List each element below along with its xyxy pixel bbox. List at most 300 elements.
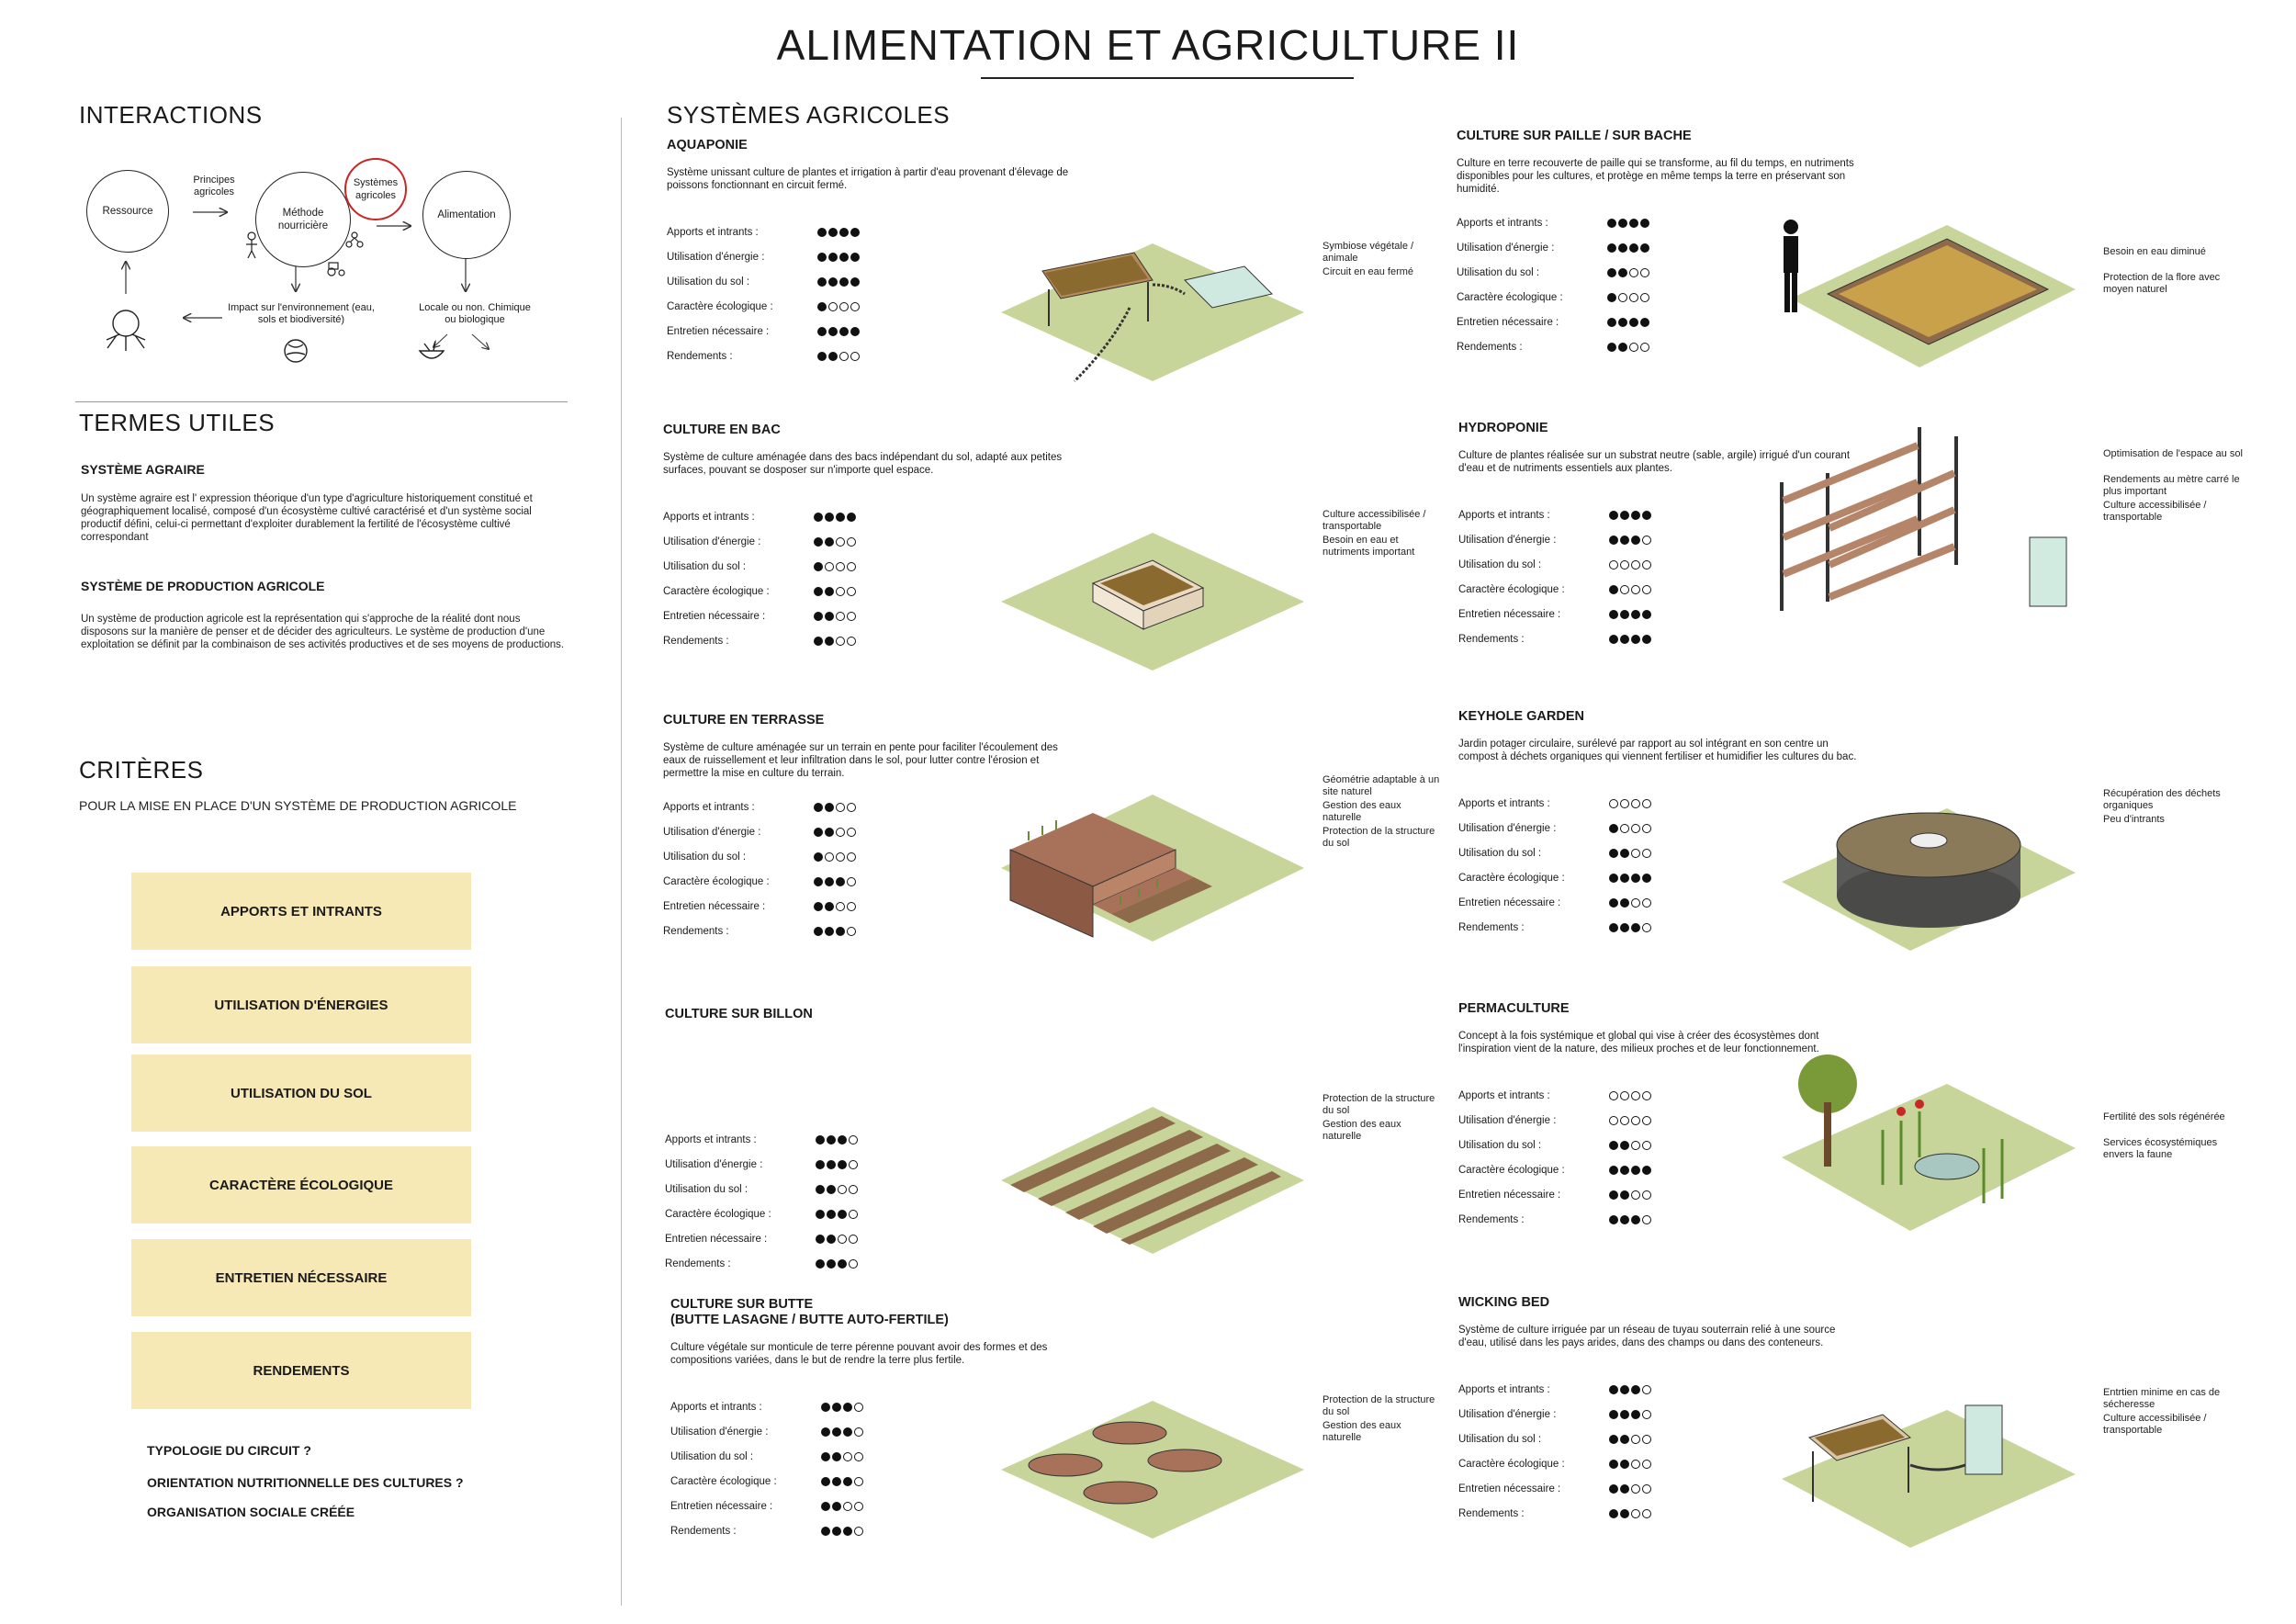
- rating-dot-filled: [843, 1403, 852, 1412]
- rating-dot-filled: [817, 302, 827, 311]
- rating-label: Entretien nécessaire :: [663, 900, 766, 912]
- rating-dot-empty: [836, 828, 845, 837]
- rating-dot-filled: [828, 253, 838, 262]
- rating-dot-empty: [1642, 1509, 1651, 1518]
- rating-label: Rendements :: [665, 1257, 731, 1269]
- rating-dot-empty: [849, 1235, 858, 1244]
- rating-dot-filled: [814, 587, 823, 596]
- system-title: HYDROPONIE: [1458, 421, 1548, 435]
- rating-dot-filled: [1609, 1215, 1618, 1224]
- rating-dot-filled: [821, 1477, 830, 1486]
- rating-dot-filled: [816, 1160, 825, 1169]
- rating-dot-filled: [1620, 1460, 1629, 1469]
- rating-dot-empty: [1642, 799, 1651, 808]
- rating-dot-filled: [838, 1210, 847, 1219]
- rating-dot-empty: [1620, 585, 1629, 594]
- rating-dot-filled: [1620, 874, 1629, 883]
- rating-dot-filled: [1629, 243, 1638, 253]
- rating-label: Apports et intrants :: [1458, 1089, 1550, 1101]
- rating-dot-empty: [1631, 849, 1640, 858]
- term-title: SYSTÈME DE PRODUCTION AGRICOLE: [81, 579, 325, 593]
- rating-label: Caractère écologique :: [667, 300, 773, 312]
- rating-dot-empty: [1620, 799, 1629, 808]
- rating-dot-filled: [827, 1160, 836, 1169]
- rating-dot-empty: [854, 1427, 863, 1437]
- rating-dot-empty: [1642, 1215, 1651, 1224]
- rating-dot-filled: [1620, 1141, 1629, 1150]
- system-title: CULTURE SUR PAILLE / SUR BACHE: [1457, 129, 1692, 143]
- rating-dot-filled: [821, 1427, 830, 1437]
- billon-illustration: [1001, 1098, 1304, 1263]
- rating-dot-filled: [1631, 511, 1640, 520]
- rating-dot-filled: [814, 877, 823, 886]
- rating-dot-filled: [827, 1259, 836, 1269]
- rating-label: Rendements :: [1457, 341, 1523, 353]
- rating-label: Caractère écologique :: [1458, 583, 1565, 595]
- rating-label: Caractère écologique :: [663, 585, 770, 597]
- rating-label: Rendements :: [1458, 1507, 1525, 1519]
- rating-dot-filled: [1620, 1410, 1629, 1419]
- rating-dot-filled: [1629, 318, 1638, 327]
- termes-heading: TERMES UTILES: [79, 409, 276, 436]
- rating-dot-empty: [825, 852, 834, 862]
- rating-dot-filled: [1618, 219, 1627, 228]
- system-description: Culture de plantes réalisée sur un substrat neutre (sable, argile) irrigué d'un courant d'eau et de nutriments essentiels aux plantes.: [1458, 450, 1851, 474]
- rating-dot-empty: [1631, 824, 1640, 833]
- rating-dot-empty: [1642, 1116, 1651, 1125]
- rating-label: Utilisation du sol :: [663, 851, 747, 863]
- rating-dot-empty: [1642, 585, 1651, 594]
- label-impact: Impact sur l'environnement (eau, sols et biodiversité): [228, 302, 375, 325]
- term-text: Un système agraire est l' expression théorique d'un type d'agriculture historiquement constitué et géographiquement localisé, composé d'un écosystème cultivé caractérisé et d'un système social productif défini, celui-ci permettant d'exploiter durablement la fertilité de l'écosystème cultivé correspondant: [81, 493, 533, 543]
- rating-dot-filled: [827, 1210, 836, 1219]
- rating-dot-filled: [817, 228, 827, 237]
- rating-dot-empty: [1631, 560, 1640, 570]
- rating-label: Rendements :: [1458, 921, 1525, 933]
- system-description: Système de culture irriguée par un réseau de tuyau souterrain relié à une source d'eau, utilisé dans les pays arides, dans des champs ou dans des conteneurs.: [1458, 1325, 1836, 1348]
- rating-dot-empty: [847, 612, 856, 621]
- rating-dot-empty: [854, 1477, 863, 1486]
- system-description: Système de culture aménagée dans des bacs indépendant du sol, adapté aux petites surfaces, pouvant se dosposer sur n'importe quel espace.: [663, 452, 1063, 476]
- rating-dot-filled: [816, 1185, 825, 1194]
- rating-dot-filled: [821, 1452, 830, 1461]
- rating-dot-empty: [1631, 1141, 1640, 1150]
- rating-dot-empty: [1620, 1116, 1629, 1125]
- farmer-icon: [246, 232, 257, 258]
- rating-dot-empty: [847, 927, 856, 936]
- rating-dot-filled: [832, 1403, 841, 1412]
- node-ressource: Ressource: [86, 170, 169, 253]
- rating-dot-filled: [1620, 849, 1629, 858]
- rating-dot-empty: [849, 1160, 858, 1169]
- rating-dot-empty: [1642, 1091, 1651, 1100]
- rating-dot-empty: [1642, 536, 1651, 545]
- rating-dot-filled: [832, 1427, 841, 1437]
- rating-row: [663, 504, 1067, 529]
- system-title: PERMACULTURE: [1458, 1001, 1570, 1016]
- criteres-subtitle: POUR LA MISE EN PLACE D'UN SYSTÈME DE PRODUCTION AGRICOLE: [79, 798, 517, 813]
- rating-dot-filled: [816, 1210, 825, 1219]
- rating-dot-filled: [832, 1477, 841, 1486]
- rating-dot-empty: [849, 1210, 858, 1219]
- rating-label: Utilisation d'énergie :: [1458, 1114, 1557, 1126]
- rating-dot-filled: [1609, 1509, 1618, 1518]
- rating-label: Rendements :: [1458, 633, 1525, 645]
- rating-dot-filled: [1631, 1215, 1640, 1224]
- rating-dot-filled: [1609, 1484, 1618, 1494]
- rating-dot-filled: [1607, 219, 1616, 228]
- rating-dot-filled: [814, 828, 823, 837]
- rating-dot-filled: [821, 1527, 830, 1536]
- rating-dot-filled: [1609, 849, 1618, 858]
- permaculture-illustration: [1773, 1047, 2085, 1249]
- rating-label: Rendements :: [670, 1525, 737, 1537]
- rating-dot-empty: [1629, 343, 1638, 352]
- rating-dot-filled: [816, 1135, 825, 1145]
- rating-dot-empty: [1642, 1484, 1651, 1494]
- rating-dot-filled: [839, 228, 849, 237]
- rating-dot-filled: [814, 902, 823, 911]
- rating-dot-filled: [817, 253, 827, 262]
- annotation-label: Services écosystémiques envers la faune: [2103, 1137, 2218, 1160]
- rating-dot-empty: [836, 562, 845, 571]
- rating-dot-filled: [814, 852, 823, 862]
- rating-dot-empty: [849, 1259, 858, 1269]
- rating-dot-empty: [836, 852, 845, 862]
- rating-dot-filled: [836, 513, 845, 522]
- rating-label: Rendements :: [663, 635, 729, 647]
- rating-dot-filled: [836, 877, 845, 886]
- rating-dot-filled: [1609, 585, 1618, 594]
- rating-dot-filled: [1607, 318, 1616, 327]
- rating-dot-filled: [825, 537, 834, 547]
- rating-label: Entretien nécessaire :: [1458, 1189, 1561, 1201]
- rating-dot-empty: [1640, 268, 1649, 277]
- rating-dot-filled: [1620, 1435, 1629, 1444]
- rating-label: Utilisation d'énergie :: [663, 536, 761, 547]
- rating-dot-filled: [1629, 219, 1638, 228]
- system-title: AQUAPONIE: [667, 138, 748, 152]
- rating-dot-empty: [1642, 560, 1651, 570]
- rating-dot-empty: [1609, 1116, 1618, 1125]
- rating-dot-filled: [828, 352, 838, 361]
- rating-label: Entretien nécessaire :: [665, 1233, 768, 1245]
- rating-dot-filled: [827, 1185, 836, 1194]
- rating-dot-filled: [839, 327, 849, 336]
- rating-dot-empty: [847, 852, 856, 862]
- rating-label: Apports et intrants :: [1458, 509, 1550, 521]
- criterion-box: UTILISATION DU SOL: [131, 1054, 471, 1132]
- rating-dot-filled: [1620, 1484, 1629, 1494]
- rating-label: Utilisation du sol :: [1458, 1433, 1542, 1445]
- rating-label: Rendements :: [1458, 1213, 1525, 1225]
- rating-dot-empty: [854, 1452, 863, 1461]
- rating-label: Utilisation du sol :: [663, 560, 747, 572]
- system-title: CULTURE EN TERRASSE: [663, 713, 825, 727]
- rating-dot-filled: [1609, 1460, 1618, 1469]
- rating-dot-filled: [1631, 923, 1640, 932]
- annotation-label: Géométrie adaptable à un site naturel: [1322, 774, 1440, 797]
- rating-label: Rendements :: [667, 350, 733, 362]
- rating-dot-empty: [836, 537, 845, 547]
- rating-dot-empty: [828, 302, 838, 311]
- rating-dot-filled: [1620, 1166, 1629, 1175]
- rating-dot-empty: [1642, 824, 1651, 833]
- rating-dot-filled: [1609, 1141, 1618, 1150]
- rating-label: Utilisation du sol :: [670, 1450, 754, 1462]
- rating-dot-filled: [1609, 898, 1618, 908]
- rating-dot-filled: [1642, 635, 1651, 644]
- rating-label: Utilisation d'énergie :: [1458, 1408, 1557, 1420]
- rating-dot-filled: [1642, 874, 1651, 883]
- person-icon: [1784, 220, 1798, 312]
- tractor-icon: [328, 263, 344, 276]
- criterion-box: CARACTÈRE ÉCOLOGIQUE: [131, 1146, 471, 1224]
- rating-row: [667, 220, 1071, 244]
- rating-dot-filled: [827, 1235, 836, 1244]
- rating-dot-filled: [828, 228, 838, 237]
- system-description: Culture en terre recouverte de paille qui se transforme, au fil du temps, en nutriments disponibles pour les cultures, et protège en même temps la terre en préservant son humidité.: [1457, 158, 1854, 195]
- annotation-label: Culture accessibilisée / transportable: [2103, 1413, 2207, 1436]
- rating-dot-filled: [1620, 1385, 1629, 1394]
- rating-dot-filled: [1642, 1166, 1651, 1175]
- rating-dot-filled: [1620, 898, 1629, 908]
- rating-dot-filled: [850, 253, 860, 262]
- rating-dot-filled: [1609, 511, 1618, 520]
- rating-dot-empty: [825, 562, 834, 571]
- annotation-label: Besoin en eau et nutriments important: [1322, 535, 1415, 558]
- rating-label: Rendements :: [663, 925, 729, 937]
- rating-dot-empty: [1631, 1435, 1640, 1444]
- system-title: KEYHOLE GARDEN: [1458, 709, 1584, 724]
- rating-dot-empty: [850, 352, 860, 361]
- annotation-label: Protection de la structure du sol: [1322, 1394, 1435, 1417]
- rating-dot-empty: [1620, 1091, 1629, 1100]
- rating-label: Caractère écologique :: [1458, 1458, 1565, 1470]
- rating-dot-empty: [1640, 343, 1649, 352]
- rating-dot-filled: [838, 1160, 847, 1169]
- rating-dot-empty: [838, 1235, 847, 1244]
- rating-dot-empty: [847, 562, 856, 571]
- rating-dot-empty: [838, 1185, 847, 1194]
- rating-label: Apports et intrants :: [663, 511, 755, 523]
- rating-label: Apports et intrants :: [1458, 797, 1550, 809]
- rating-dot-filled: [825, 513, 834, 522]
- rating-dot-empty: [836, 612, 845, 621]
- rating-label: Entretien nécessaire :: [1458, 1483, 1561, 1494]
- rating-dot-filled: [1631, 635, 1640, 644]
- rating-dot-filled: [839, 253, 849, 262]
- rating-dot-empty: [1631, 1460, 1640, 1469]
- rating-dot-filled: [1640, 219, 1649, 228]
- rating-label: Utilisation du sol :: [1458, 558, 1542, 570]
- rating-dot-filled: [850, 327, 860, 336]
- rating-label: Entretien nécessaire :: [1457, 316, 1559, 328]
- rating-dot-filled: [821, 1502, 830, 1511]
- interactions-heading: INTERACTIONS: [79, 101, 263, 129]
- rating-dot-filled: [817, 327, 827, 336]
- rating-dot-empty: [1620, 560, 1629, 570]
- rating-row: [1458, 1377, 1863, 1402]
- rating-label: Apports et intrants :: [665, 1133, 757, 1145]
- rating-label: Entretien nécessaire :: [667, 325, 770, 337]
- term-text: Un système de production agricole est la représentation qui s'approche de la réalité dont nous disposons sur la manière de penser et de décider des agriculteurs. Le système de production d'une exploitation se définit par la combinaison de ses activités productives et de ses moyens de productions.: [81, 614, 565, 650]
- rating-dot-filled: [1609, 1410, 1618, 1419]
- rating-dot-empty: [843, 1502, 852, 1511]
- bowl-icon: [420, 342, 444, 358]
- rating-dot-empty: [1640, 293, 1649, 302]
- rating-dot-empty: [1642, 1460, 1651, 1469]
- rating-label: Caractère écologique :: [1457, 291, 1563, 303]
- rating-dot-filled: [1642, 610, 1651, 619]
- rating-dot-filled: [821, 1403, 830, 1412]
- rating-label: Caractère écologique :: [665, 1208, 771, 1220]
- rating-dot-filled: [1620, 610, 1629, 619]
- criterion-box: UTILISATION D'ÉNERGIES: [131, 966, 471, 1043]
- rating-dot-filled: [825, 587, 834, 596]
- node-methode: Méthode nourricière: [255, 172, 351, 267]
- rating-dot-empty: [854, 1527, 863, 1536]
- rating-dot-empty: [1631, 799, 1640, 808]
- rating-dot-filled: [814, 562, 823, 571]
- rating-dot-filled: [843, 1427, 852, 1437]
- rating-label: Caractère écologique :: [670, 1475, 777, 1487]
- rating-label: Utilisation du sol :: [667, 276, 750, 288]
- rating-dot-filled: [1631, 1385, 1640, 1394]
- rating-dot-empty: [1609, 1091, 1618, 1100]
- systemes-heading: SYSTÈMES AGRICOLES: [667, 101, 951, 129]
- rating-label: Utilisation du sol :: [1457, 266, 1540, 278]
- rating-label: Apports et intrants :: [1457, 217, 1548, 229]
- rating-dot-empty: [1631, 1091, 1640, 1100]
- rating-dot-filled: [825, 803, 834, 812]
- label-locale: Locale ou non. Chimique ou biologique: [419, 302, 531, 325]
- rating-label: Utilisation du sol :: [665, 1183, 748, 1195]
- label-principes: Principes agricoles: [193, 175, 235, 197]
- rating-label: Apports et intrants :: [1458, 1383, 1550, 1395]
- rating-label: Entretien nécessaire :: [670, 1500, 773, 1512]
- system-title: CULTURE SUR BUTTE (BUTTE LASAGNE / BUTTE AUTO-FERTILE): [670, 1297, 949, 1327]
- rating-label: Utilisation d'énergie :: [1458, 822, 1557, 834]
- rating-dot-filled: [1640, 318, 1649, 327]
- rating-label: Entretien nécessaire :: [1458, 897, 1561, 908]
- rating-dot-empty: [847, 537, 856, 547]
- rating-dot-filled: [827, 1135, 836, 1145]
- rating-dot-filled: [832, 1502, 841, 1511]
- keyhole-illustration: [1773, 790, 2085, 955]
- system-description: Culture végétale sur monticule de terre pérenne pouvant avoir des formes et des compositions variées, dans le but de rendre la terre plus fertile.: [670, 1342, 1048, 1366]
- rating-dot-filled: [817, 277, 827, 287]
- criterion-box: RENDEMENTS: [131, 1332, 471, 1409]
- rating-dot-filled: [836, 927, 845, 936]
- rating-dot-filled: [814, 612, 823, 621]
- rating-dot-empty: [1618, 293, 1627, 302]
- rating-dot-filled: [1620, 1509, 1629, 1518]
- rating-dot-empty: [847, 902, 856, 911]
- column-divider: [621, 118, 622, 1606]
- rating-dot-empty: [1642, 1435, 1651, 1444]
- rating-label: Utilisation d'énergie :: [670, 1426, 769, 1438]
- annotation-label: Culture accessibilisée / transportable: [1322, 509, 1426, 532]
- rating-dot-empty: [836, 637, 845, 646]
- rating-dot-empty: [849, 1185, 858, 1194]
- rating-dot-filled: [1607, 343, 1616, 352]
- rating-dot-filled: [1609, 536, 1618, 545]
- rating-dot-empty: [1642, 898, 1651, 908]
- rating-dot-filled: [814, 927, 823, 936]
- rating-dot-filled: [1607, 293, 1616, 302]
- rating-dot-filled: [814, 537, 823, 547]
- globe-icon: [285, 340, 307, 362]
- aquaponie-illustration: [1001, 243, 1304, 390]
- title-underline: [981, 77, 1354, 79]
- butte-illustration: [1001, 1396, 1304, 1543]
- rating-dot-filled: [1609, 635, 1618, 644]
- rating-dot-filled: [838, 1135, 847, 1145]
- rating-label: Entretien nécessaire :: [663, 610, 766, 622]
- rating-label: Utilisation du sol :: [1458, 1139, 1542, 1151]
- molecule-icon: [346, 232, 363, 247]
- rating-dot-filled: [1609, 1385, 1618, 1394]
- rating-dot-filled: [838, 1259, 847, 1269]
- annotation-label: Récupération des déchets organiques: [2103, 788, 2221, 811]
- rating-dot-empty: [1642, 1385, 1651, 1394]
- rating-dot-filled: [1607, 268, 1616, 277]
- annotation-label: Fertilité des sols régénérée: [2103, 1111, 2225, 1122]
- annotation-label: Optimisation de l'espace au sol: [2103, 448, 2243, 459]
- rating-dot-filled: [847, 513, 856, 522]
- question-item: TYPOLOGIE DU CIRCUIT ?: [147, 1443, 311, 1458]
- rating-label: Caractère écologique :: [663, 875, 770, 887]
- page-title: ALIMENTATION ET AGRICULTURE II: [776, 21, 1520, 69]
- annotation-label: Peu d'intrants: [2103, 814, 2165, 825]
- rating-dot-empty: [836, 587, 845, 596]
- system-title: CULTURE EN BAC: [663, 423, 781, 437]
- system-title: WICKING BED: [1458, 1295, 1550, 1310]
- rating-dot-filled: [828, 277, 838, 287]
- rating-dot-filled: [843, 1527, 852, 1536]
- roots-icon: [107, 310, 145, 351]
- rating-label: Utilisation d'énergie :: [667, 251, 765, 263]
- rating-dot-empty: [1631, 1509, 1640, 1518]
- rating-dot-empty: [854, 1403, 863, 1412]
- node-systemes: Systèmes agricoles: [344, 158, 407, 220]
- rating-dot-filled: [828, 327, 838, 336]
- annotation-label: Culture accessibilisée / transportable: [2103, 500, 2207, 523]
- rating-dot-empty: [849, 1135, 858, 1145]
- rating-dot-empty: [1631, 1484, 1640, 1494]
- rating-dot-filled: [1620, 1215, 1629, 1224]
- annotation-label: Protection de la structure du sol: [1322, 1093, 1435, 1116]
- rating-label: Utilisation d'énergie :: [665, 1158, 763, 1170]
- rating-dot-filled: [1609, 1435, 1618, 1444]
- annotation-label: Gestion des eaux naturelle: [1322, 1119, 1401, 1142]
- rating-dot-empty: [1642, 923, 1651, 932]
- rating-dot-empty: [839, 302, 849, 311]
- rating-row: [1458, 626, 1863, 651]
- rating-dot-filled: [1609, 1166, 1618, 1175]
- rating-dot-filled: [816, 1235, 825, 1244]
- wicking-illustration: [1773, 1401, 2085, 1557]
- rating-dot-empty: [1629, 293, 1638, 302]
- rating-dot-empty: [843, 1452, 852, 1461]
- rating-dot-empty: [1642, 1141, 1651, 1150]
- system-description: Système de culture aménagée sur un terrain en pente pour faciliter l'écoulement des eaux de ruissellement et leur infiltration dans le sol, pour lutter contre l'érosion et permettre la mise en culture du terrain.: [663, 742, 1058, 779]
- question-item: ORIENTATION NUTRITIONNELLE DES CULTURES ?: [147, 1475, 464, 1490]
- rating-dot-filled: [825, 877, 834, 886]
- rating-dot-filled: [1607, 243, 1616, 253]
- paille-illustration: [1773, 216, 2085, 390]
